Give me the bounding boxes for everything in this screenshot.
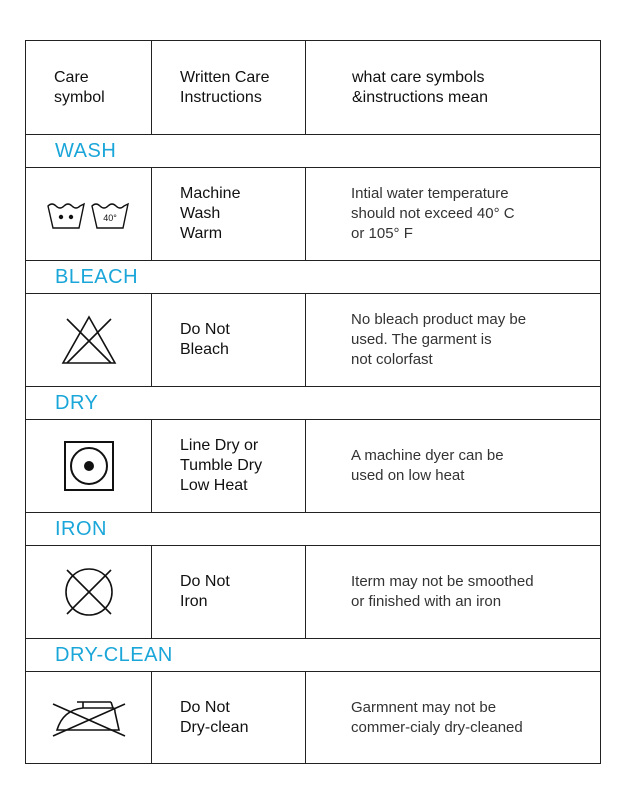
section-title-bleach: BLEACH bbox=[26, 260, 600, 293]
bleach-meaning: No bleach product may be used. The garment is not colorfast bbox=[305, 294, 600, 386]
dry-row bbox=[26, 419, 600, 512]
wash-dot-icon bbox=[58, 215, 62, 219]
dry-clean-symbol-cell bbox=[26, 672, 151, 763]
wash-temperature-label: 40° bbox=[102, 213, 117, 223]
care-instructions-table bbox=[25, 40, 601, 764]
section-title-wash: WASH bbox=[26, 134, 600, 167]
dry-clean-instruction: Do Not Dry-clean bbox=[151, 672, 305, 763]
section-title-iron: IRON bbox=[26, 512, 600, 545]
do-not-iron-icon bbox=[62, 565, 116, 619]
bleach-instruction: Do Not Bleach bbox=[151, 294, 305, 386]
do-not-bleach-icon bbox=[59, 313, 119, 367]
iron-symbol-cell bbox=[26, 546, 151, 638]
bleach-row bbox=[26, 293, 600, 386]
dry-clean-row bbox=[26, 671, 600, 763]
wash-symbol-cell bbox=[26, 168, 151, 260]
wash-row bbox=[26, 167, 600, 260]
do-not-dry-clean-icon bbox=[49, 696, 129, 740]
section-title-dry: DRY bbox=[26, 386, 600, 419]
dry-meaning: A machine dyer can be used on low heat bbox=[305, 420, 600, 512]
dry-instruction: Line Dry or Tumble Dry Low Heat bbox=[151, 420, 305, 512]
header-written-instructions: Written Care Instructions bbox=[151, 41, 305, 134]
wash-dot-icon bbox=[68, 215, 72, 219]
tumble-dry-low-icon bbox=[62, 439, 116, 493]
dry-symbol-cell bbox=[26, 420, 151, 512]
dry-clean-meaning: Garmnent may not be commer-cialy dry-cleaned bbox=[305, 672, 600, 763]
iron-row bbox=[26, 545, 600, 638]
header-row bbox=[26, 41, 600, 134]
washtub-icon bbox=[46, 194, 132, 234]
iron-instruction: Do Not Iron bbox=[151, 546, 305, 638]
wash-instruction: Machine Wash Warm bbox=[151, 168, 305, 260]
header-care-symbol: Care symbol bbox=[54, 68, 105, 106]
bleach-symbol-cell bbox=[26, 294, 151, 386]
iron-meaning: Iterm may not be smoothed or finished with an iron bbox=[305, 546, 600, 638]
header-symbol-meaning: what care symbols &instructions mean bbox=[305, 41, 600, 134]
wash-meaning: Intial water temperature should not exceed 40° C or 105° F bbox=[305, 168, 600, 260]
section-title-dry-clean: DRY-CLEAN bbox=[26, 638, 600, 671]
